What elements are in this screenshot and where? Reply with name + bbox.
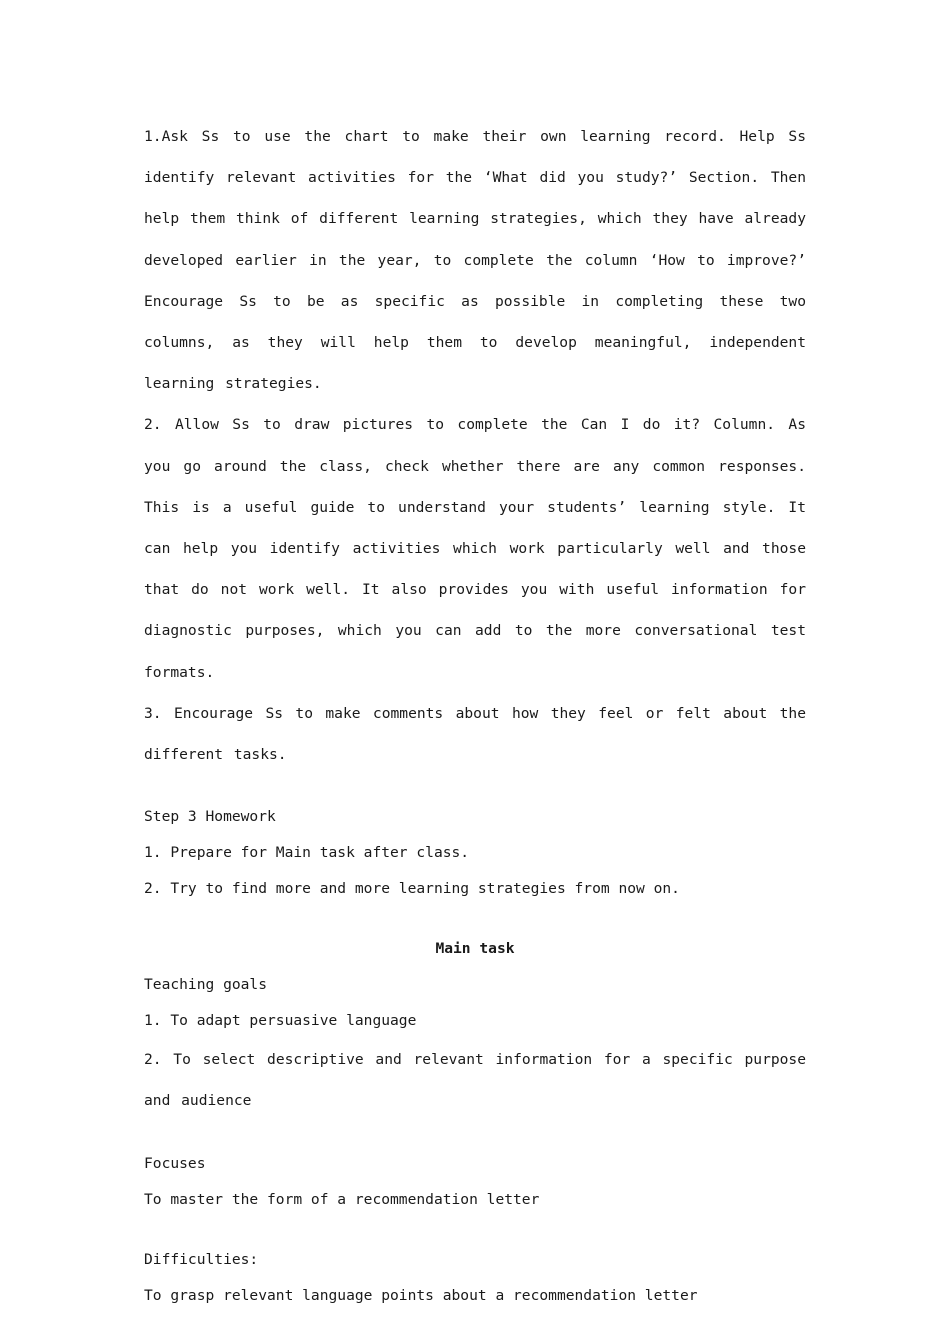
difficulties-text: To grasp relevant language points about a recommendation letter xyxy=(144,1286,698,1304)
section-heading-main-task: Main task xyxy=(435,940,515,958)
homework-item-2: 2. Try to find more and more learning strategies from now on. xyxy=(144,880,680,898)
spacer xyxy=(144,907,806,931)
focuses-label: Focuses xyxy=(144,1154,206,1172)
step-paragraph-1: 1.Ask Ss to use the chart to make their own learning record. Help Ss identify relevant activities for the ‘What did you study?’ Section. Then help them think of different learning strategies, which they have already developed earlier in the year, to complete the column ‘How to improve?’ Encourage Ss to be as specific as possible in completing these two columns, as they will help them to develop meaningful, independent learning strategies. xyxy=(144,128,806,393)
teaching-goal-2: 2. To select descriptive and relevant information for a specific purpose and audience xyxy=(144,1051,806,1110)
spacer xyxy=(144,775,806,799)
focuses-text: To master the form of a recommendation letter xyxy=(144,1190,540,1208)
homework-title: Step 3 Homework xyxy=(144,808,276,826)
spacer xyxy=(144,1218,806,1242)
step-paragraph-2: 2. Allow Ss to draw pictures to complete the Can I do it? Column. As you go around the class, check whether there are any common responses. This is a useful guide to understand your students’ learning style. It can help you identify activities which work particularly well and those that do not work well. It also provides you with useful information for diagnostic purposes, which you can add to the more conversational test formats. xyxy=(144,416,806,681)
teaching-goals-label: Teaching goals xyxy=(144,976,268,994)
step-paragraph-3: 3. Encourage Ss to make comments about how they feel or felt about the different tasks. xyxy=(144,704,806,764)
teaching-goal-1: 1. To adapt persuasive language xyxy=(144,1012,417,1030)
spacer xyxy=(144,1122,806,1146)
difficulties-label: Difficulties: xyxy=(144,1250,259,1268)
homework-item-1: 1. Prepare for Main task after class. xyxy=(144,844,470,862)
document-body xyxy=(144,116,806,1314)
